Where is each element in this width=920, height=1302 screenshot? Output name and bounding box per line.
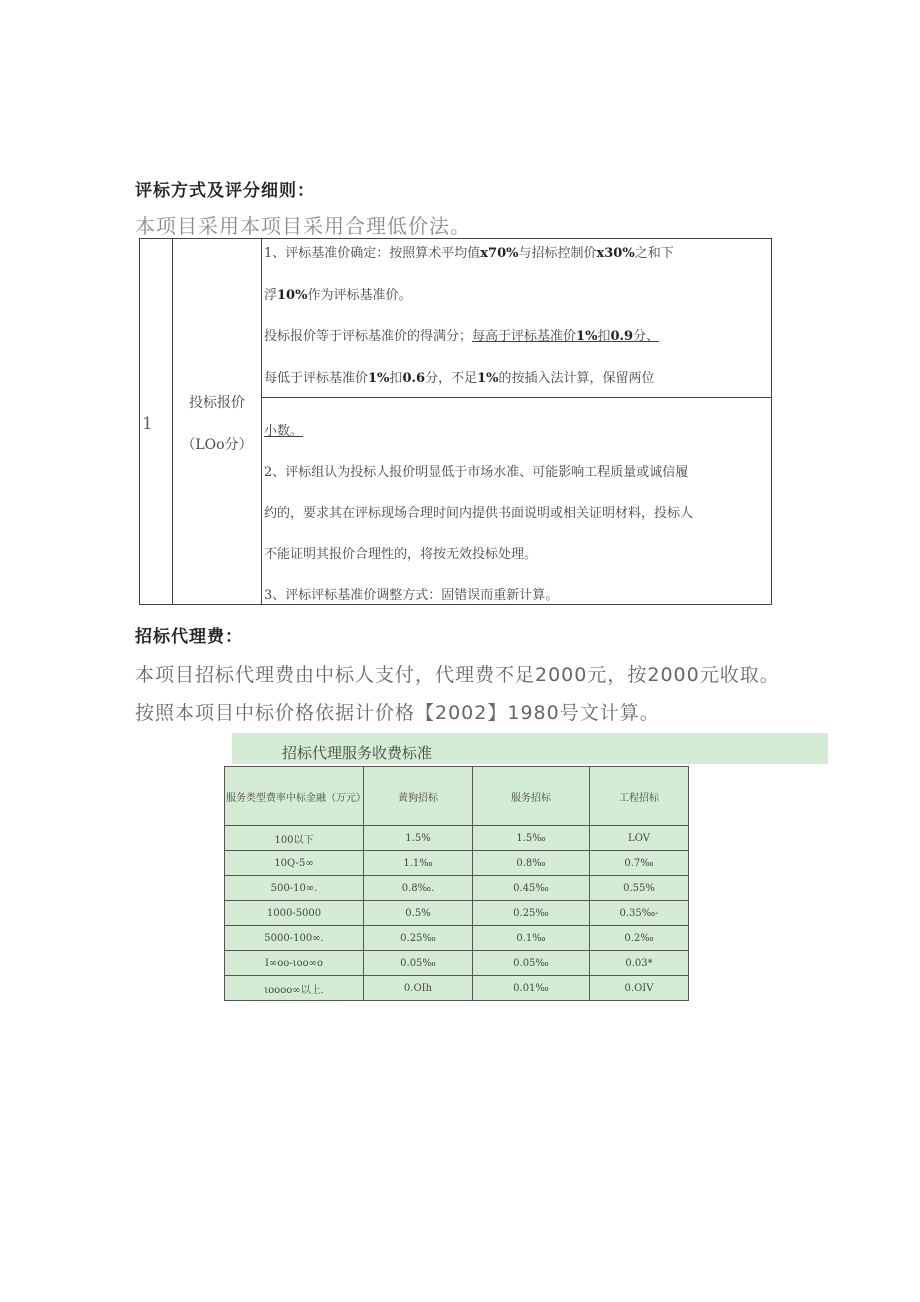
rule-line: 每低于评标基准价1%扣0.6分，不足1%的按插入法计算，保留两位 [264,371,655,386]
table-cell: 10Q-5∞ [225,851,364,876]
table-cell: 0.05‰ [473,951,590,976]
table-cell: 0.25‰ [364,926,473,951]
fee-table [224,766,689,1001]
table-cell: 0.05‰ [364,951,473,976]
header-cell: 黄狗招标 [364,767,473,826]
rule-line: 浮10%作为评标基准价。 [264,288,412,303]
table-cell: 1.5‰ [473,826,590,851]
criterion-label: 投标报价 [189,395,245,411]
table-cell: 0.01‰ [473,976,590,1001]
table-cell: ιoooo∞以上. [225,976,364,1001]
table-cell: LOV [590,826,689,851]
table-row [225,876,689,901]
table-cell: 0.OIh [364,976,473,1001]
table-cell: 0.1‰ [473,926,590,951]
rule-line: 3、评标评标基准价调整方式：固错误而重新计算。 [264,588,559,603]
table-cell: I∞oo-ιoo∞o [225,951,364,976]
table-row [225,851,689,876]
scoring-table [139,238,772,605]
table-header-row [225,767,689,826]
agency-fee-basis-paragraph: 按照本项目中标价格依据计价格【2002】1980号文计算。 [135,702,660,724]
fee-table-title: 招标代理服务收费标准 [282,744,433,762]
heading-evaluation-method: 评标方式及评分细则： [135,181,315,201]
table-cell: 0.7‰ [590,851,689,876]
table-cell: 0.8‰ [473,851,590,876]
table-cell: 0.45‰ [473,876,590,901]
table-cell: 1.1‰ [364,851,473,876]
table-cell: 0.2‰ [590,926,689,951]
fee-table-title-bar [232,733,828,764]
rule-line: 1、评标基准价确定：按照算术平均值x70%与招标控制价x30%之和下 [264,246,674,261]
item-number: 1 [142,414,153,434]
criterion-points: （LOo分） [181,437,253,453]
table-row [225,826,689,851]
table-cell: 0.5% [364,901,473,926]
column-divider [172,239,173,604]
table-cell: 0.25‰ [473,901,590,926]
table-row [225,926,689,951]
table-cell: 5000-100∞. [225,926,364,951]
rule-line: 小数。 [264,424,304,439]
rule-line: 投标报价等于评标基准价的得满分；每高于评标基准价1%扣0.9分、 [264,329,660,344]
table-cell: 0.55% [590,876,689,901]
table-cell: 1000-5000 [225,901,364,926]
table-row [225,976,689,1001]
table-cell: 0.03* [590,951,689,976]
table-cell: 100以下 [225,826,364,851]
table-cell: 500-10∞. [225,876,364,901]
heading-agency-fee: 招标代理费： [135,627,243,647]
header-cell: 服务类型费率中标金融（万元） [225,767,364,826]
table-cell: 0.8‰. [364,876,473,901]
column-divider [261,239,262,604]
evaluation-lead-text: 本项目采用本项目采用合理低价法。 [135,214,471,238]
table-row [225,951,689,976]
agency-fee-paragraph: 本项目招标代理费由中标人支付，代理费不足2000元，按2000元收取。 [135,664,780,686]
rule-line: 2、评标组认为投标人报价明显低于市场水准、可能影响工程质量或诚信履 [264,465,689,480]
row-divider [261,397,771,398]
table-cell: 0.35‰- [590,901,689,926]
header-cell: 工程招标 [590,767,689,826]
table-cell: 1.5% [364,826,473,851]
rule-line: 约的，要求其在评标现场合理时间内提供书面说明或相关证明材料，投标人 [264,506,694,521]
table-cell: 0.OIV [590,976,689,1001]
rule-line: 不能证明其报价合理性的，将按无效投标处理。 [264,547,538,562]
table-row [225,901,689,926]
header-cell: 服务招标 [473,767,590,826]
